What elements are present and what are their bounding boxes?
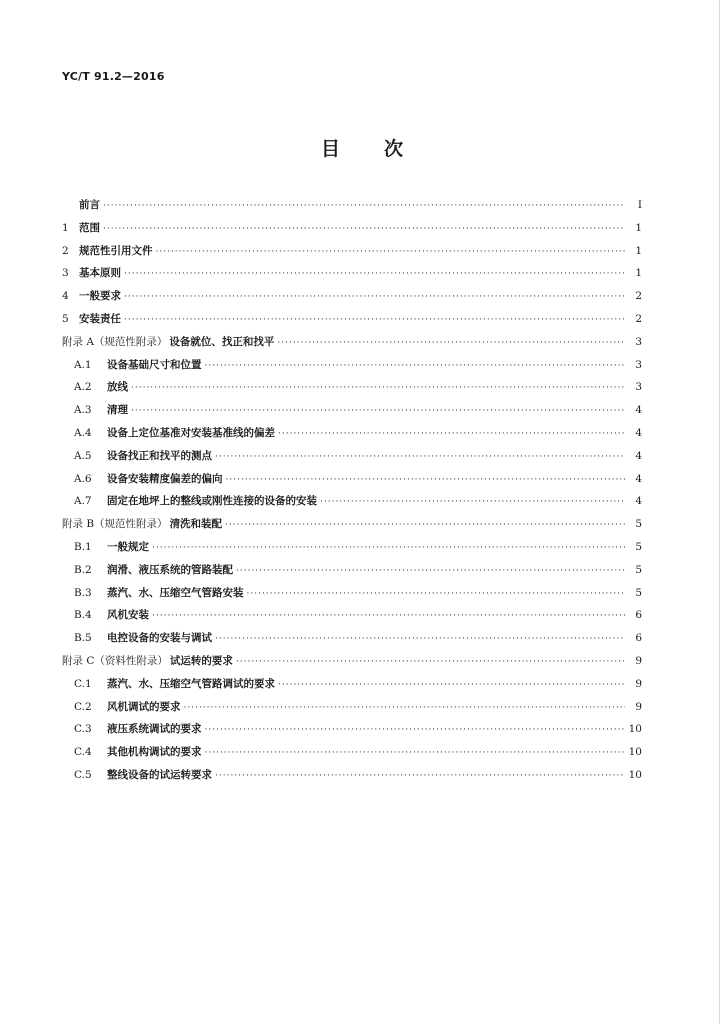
toc-entry-label: 设备基础尺寸和位置 bbox=[107, 358, 202, 371]
toc-entry-label: 基本原则 bbox=[79, 267, 121, 280]
toc-entry-page: 9 bbox=[635, 677, 642, 690]
toc-entry-page: 1 bbox=[635, 267, 642, 280]
toc-entry-number: 2 bbox=[62, 244, 69, 257]
toc-entry-number: 4 bbox=[62, 290, 69, 303]
toc-entry bbox=[62, 767, 642, 790]
toc-entry bbox=[62, 243, 642, 266]
toc-entry bbox=[62, 721, 642, 744]
toc-entry bbox=[62, 699, 642, 722]
toc-entry bbox=[62, 425, 642, 448]
toc-entry-page: 10 bbox=[628, 768, 642, 781]
toc-entry-label: 清理 bbox=[107, 404, 128, 417]
toc-entry-number: B.3 bbox=[74, 586, 92, 599]
toc-entry-label: 其他机构调试的要求 bbox=[107, 746, 202, 759]
toc-entry-page: 4 bbox=[635, 404, 642, 417]
toc-entry-page: 4 bbox=[635, 495, 642, 508]
toc-leader-dots bbox=[124, 292, 625, 302]
toc-entry bbox=[62, 539, 642, 562]
toc-leader-dots bbox=[152, 611, 625, 621]
toc-entry bbox=[62, 493, 642, 516]
toc-entry-number: A.7 bbox=[74, 495, 92, 508]
toc-leader-dots bbox=[226, 475, 626, 485]
toc-entry-label: 安装责任 bbox=[79, 312, 121, 325]
toc-entry-page: 5 bbox=[635, 518, 642, 531]
toc-entry-number: B.4 bbox=[74, 609, 92, 622]
toc-entry-number: 1 bbox=[62, 221, 69, 234]
toc-entry-label: 液压系统调试的要求 bbox=[107, 723, 202, 736]
document-code: YC/T 91.2—2016 bbox=[62, 70, 165, 83]
toc-entry-label: 设备上定位基准对安装基准线的偏差 bbox=[107, 426, 275, 439]
toc-entry-number: A.4 bbox=[74, 426, 92, 439]
toc-leader-dots bbox=[152, 543, 625, 553]
toc-entry bbox=[62, 653, 642, 676]
toc-entry-number: 附录 A（规范性附录） bbox=[62, 335, 168, 348]
toc-entry-label: 一般规定 bbox=[107, 540, 149, 553]
toc-leader-dots bbox=[215, 634, 625, 644]
toc-leader-dots bbox=[225, 520, 625, 530]
toc-entry-page: 1 bbox=[635, 244, 642, 257]
toc-leader-dots bbox=[277, 338, 625, 348]
toc-leader-dots bbox=[131, 406, 625, 416]
toc-entry-page: 3 bbox=[635, 335, 642, 348]
toc-entry-number: B.1 bbox=[74, 540, 92, 553]
toc-entry-number: C.1 bbox=[74, 677, 92, 690]
toc-entry-page: 5 bbox=[635, 563, 642, 576]
toc-leader-dots bbox=[278, 680, 625, 690]
toc-entry-number: 5 bbox=[62, 312, 69, 325]
toc-entry-number: 附录 B（规范性附录） bbox=[62, 518, 168, 531]
toc-entry-page: 6 bbox=[635, 632, 642, 645]
toc-entry-label: 设备找正和找平的测点 bbox=[107, 449, 212, 462]
toc-leader-dots bbox=[247, 589, 626, 599]
toc-entry bbox=[62, 311, 642, 334]
toc-entry bbox=[62, 676, 642, 699]
toc-entry-number: C.2 bbox=[74, 700, 92, 713]
toc-entry bbox=[62, 585, 642, 608]
toc-entry bbox=[62, 265, 642, 288]
toc-entry-page: 5 bbox=[635, 540, 642, 553]
toc-entry-label: 试运转的要求 bbox=[169, 654, 233, 667]
toc-entry-label: 一般要求 bbox=[79, 290, 121, 303]
toc-leader-dots bbox=[205, 725, 626, 735]
toc-leader-dots bbox=[103, 224, 625, 234]
toc-entry-label: 清洗和装配 bbox=[169, 518, 223, 531]
toc-entry-label: 设备安装精度偏差的偏向 bbox=[107, 472, 223, 485]
toc-leader-dots bbox=[278, 429, 625, 439]
toc-leader-dots bbox=[184, 703, 626, 713]
toc-leader-dots bbox=[124, 315, 625, 325]
toc-leader-dots bbox=[236, 657, 625, 667]
toc-entry-label: 范围 bbox=[79, 221, 100, 234]
toc-leader-dots bbox=[205, 361, 626, 371]
toc-leader-dots bbox=[124, 269, 625, 279]
toc-entry bbox=[62, 288, 642, 311]
toc-entry bbox=[62, 379, 642, 402]
toc-entry-page: 10 bbox=[628, 746, 642, 759]
toc-entry-number: A.3 bbox=[74, 404, 92, 417]
toc-entry-page: 3 bbox=[635, 358, 642, 371]
toc-entry-page: 2 bbox=[635, 290, 642, 303]
toc-entry-label: 前言 bbox=[79, 199, 100, 211]
toc-entry-number: B.5 bbox=[74, 632, 92, 645]
toc-entry-label: 设备就位、找正和找平 bbox=[169, 335, 275, 348]
toc-leader-dots bbox=[103, 201, 625, 211]
toc-entry-label: 整线设备的试运转要求 bbox=[107, 768, 212, 781]
toc-entry bbox=[62, 744, 642, 767]
toc-leader-dots bbox=[320, 497, 625, 507]
toc-entry-page: 6 bbox=[635, 609, 642, 622]
toc-entry bbox=[62, 448, 642, 471]
toc-entry-number: 附录 C（资料性附录） bbox=[62, 654, 168, 667]
toc-leader-dots bbox=[215, 452, 625, 462]
toc-entry-page: 4 bbox=[635, 426, 642, 439]
toc-entry-label: 蒸汽、水、压缩空气管路安装 bbox=[107, 586, 244, 599]
toc-entry-page: 4 bbox=[635, 449, 642, 462]
toc-entry-number: A.6 bbox=[74, 472, 92, 485]
toc-entry-label: 润滑、液压系统的管路装配 bbox=[107, 563, 233, 576]
toc-entry-page: 2 bbox=[635, 312, 642, 325]
toc-entry bbox=[62, 471, 642, 494]
toc-leader-dots bbox=[205, 748, 626, 758]
toc-entry bbox=[62, 607, 642, 630]
toc-entry-page: 5 bbox=[635, 586, 642, 599]
table-of-contents bbox=[62, 197, 642, 790]
toc-entry-label: 电控设备的安装与调试 bbox=[107, 632, 212, 645]
toc-entry bbox=[62, 357, 642, 380]
toc-entry bbox=[62, 220, 642, 243]
toc-entry-label: 放线 bbox=[107, 381, 128, 394]
toc-leader-dots bbox=[131, 383, 625, 393]
toc-entry-number: 3 bbox=[62, 267, 69, 280]
toc-entry-label: 风机调试的要求 bbox=[107, 700, 181, 713]
toc-entry-number: A.2 bbox=[74, 381, 92, 394]
toc-entry bbox=[62, 402, 642, 425]
toc-title: 目次 bbox=[320, 138, 447, 160]
toc-entry-page: 9 bbox=[635, 654, 642, 667]
toc-entry-page: 10 bbox=[628, 723, 642, 736]
toc-leader-dots bbox=[156, 247, 626, 257]
toc-entry-page: 9 bbox=[635, 700, 642, 713]
toc-entry-label: 蒸汽、水、压缩空气管路调试的要求 bbox=[107, 677, 275, 690]
toc-entry-page: 4 bbox=[635, 472, 642, 485]
toc-entry-label: 风机安装 bbox=[107, 609, 149, 622]
toc-entry-number: C.5 bbox=[74, 768, 92, 781]
toc-entry-page: Ⅰ bbox=[637, 199, 642, 211]
toc-entry bbox=[62, 630, 642, 653]
toc-entry bbox=[62, 197, 642, 220]
toc-entry-page: 1 bbox=[635, 221, 642, 234]
toc-entry-number: B.2 bbox=[74, 563, 92, 576]
toc-entry-page: 3 bbox=[635, 381, 642, 394]
toc-leader-dots bbox=[215, 771, 625, 781]
toc-entry-label: 规范性引用文件 bbox=[79, 244, 153, 257]
toc-entry-label: 固定在地坪上的整线或刚性连接的设备的安装 bbox=[107, 495, 317, 508]
toc-entry-number: A.5 bbox=[74, 449, 92, 462]
toc-entry-number: C.4 bbox=[74, 746, 92, 759]
toc-entry bbox=[62, 516, 642, 539]
toc-entry bbox=[62, 562, 642, 585]
toc-entry-number: A.1 bbox=[74, 358, 92, 371]
toc-entry-number: C.3 bbox=[74, 723, 92, 736]
toc-entry bbox=[62, 334, 642, 357]
toc-leader-dots bbox=[236, 566, 625, 576]
